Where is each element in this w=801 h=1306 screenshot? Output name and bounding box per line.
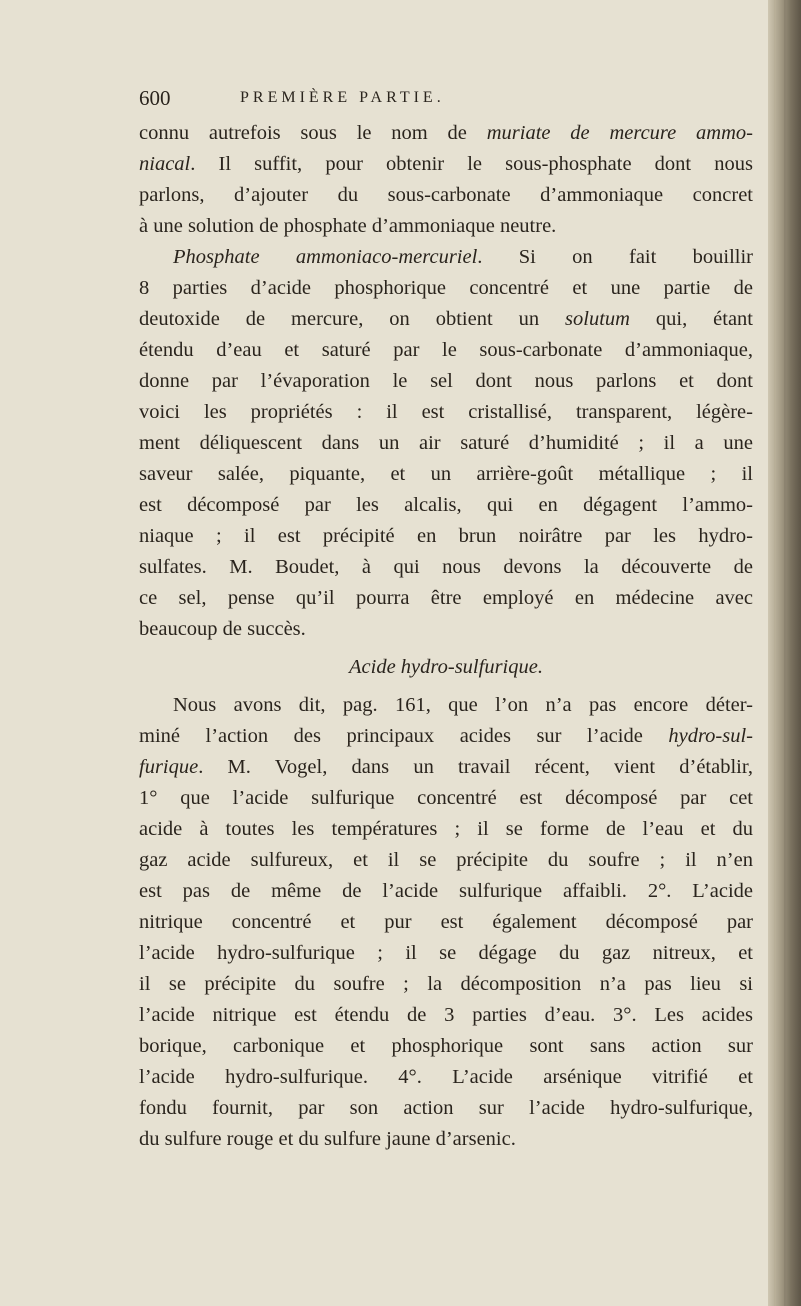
text-line: est pas de même de l’acide sulfurique affaibli. 2°. L’acide bbox=[139, 880, 753, 902]
page-edge bbox=[768, 0, 801, 1306]
section-heading: Acide hydro-sulfurique. bbox=[349, 656, 543, 678]
text-line: ment déliquescent dans un air saturé d’humidité ; il a une bbox=[139, 432, 753, 454]
text-line: il se précipite du soufre ; la décomposition n’a pas lieu si bbox=[139, 973, 753, 995]
text-line: fondu fournit, par son action sur l’acide hydro-sulfurique, bbox=[139, 1097, 753, 1119]
paragraph-muriate bbox=[139, 118, 753, 242]
text-line: parlons, d’ajouter du sous-carbonate d’ammoniaque concret bbox=[139, 184, 753, 206]
page-header bbox=[139, 86, 751, 112]
text-line: sulfates. M. Boudet, à qui nous devons la découverte de bbox=[139, 556, 753, 578]
text-line: l’acide nitrique est étendu de 3 parties d’eau. 3°. Les acides bbox=[139, 1004, 753, 1026]
text-line: gaz acide sulfureux, et il se précipite du soufre ; il n’en bbox=[139, 849, 753, 871]
text-line: niaque ; il est précipité en brun noirâtre par les hydro- bbox=[139, 525, 753, 547]
text-line: niacal. Il suffit, pour obtenir le sous-phosphate dont nous bbox=[139, 153, 753, 175]
text-line: nitrique concentré et pur est également décomposé par bbox=[139, 911, 753, 933]
text-line: est décomposé par les alcalis, qui en dégagent l’ammo- bbox=[139, 494, 753, 516]
body-text bbox=[139, 118, 753, 1155]
page-number: 600 bbox=[139, 86, 171, 110]
paragraph-acide-hydro-sulfurique bbox=[139, 690, 753, 1155]
text-line: 8 parties d’acide phosphorique concentré et une partie de bbox=[139, 277, 753, 299]
text-line: à une solution de phosphate d’ammoniaque neutre. bbox=[139, 215, 557, 237]
text-line: Nous avons dit, pag. 161, que l’on n’a pas encore déter- bbox=[173, 694, 753, 716]
text-line: beaucoup de succès. bbox=[139, 618, 306, 640]
text-line: ce sel, pense qu’il pourra être employé en médecine avec bbox=[139, 587, 753, 609]
text-line: acide à toutes les températures ; il se forme de l’eau et du bbox=[139, 818, 753, 840]
text-line: l’acide hydro-sulfurique ; il se dégage du gaz nitreux, et bbox=[139, 942, 753, 964]
text-line: saveur salée, piquante, et un arrière-goût métallique ; il bbox=[139, 463, 753, 485]
text-line: voici les propriétés : il est cristallisé, transparent, légère- bbox=[139, 401, 753, 423]
text-line: borique, carbonique et phosphorique sont sans action sur bbox=[139, 1035, 753, 1057]
text-line: étendu d’eau et saturé par le sous-carbonate d’ammoniaque, bbox=[139, 339, 753, 361]
running-head: PREMIÈRE PARTIE. bbox=[240, 89, 445, 106]
text-line: Phosphate ammoniaco-mercuriel. Si on fait bouillir bbox=[173, 246, 753, 268]
text-line: du sulfure rouge et du sulfure jaune d’arsenic. bbox=[139, 1128, 516, 1150]
text-line: miné l’action des principaux acides sur l’acide hydro-sul- bbox=[139, 725, 753, 747]
text-line: connu autrefois sous le nom de muriate de mercure ammo- bbox=[139, 122, 753, 144]
text-line: 1° que l’acide sulfurique concentré est décomposé par cet bbox=[139, 787, 753, 809]
paragraph-phosphate-ammoniaco-mercuriel bbox=[139, 242, 753, 645]
text-line: furique. M. Vogel, dans un travail récent, vient d’établir, bbox=[139, 756, 753, 778]
text-line: l’acide hydro-sulfurique. 4°. L’acide arsénique vitrifié et bbox=[139, 1066, 753, 1088]
text-line: donne par l’évaporation le sel dont nous parlons et dont bbox=[139, 370, 753, 392]
text-line: deutoxide de mercure, on obtient un solutum qui, étant bbox=[139, 308, 753, 330]
